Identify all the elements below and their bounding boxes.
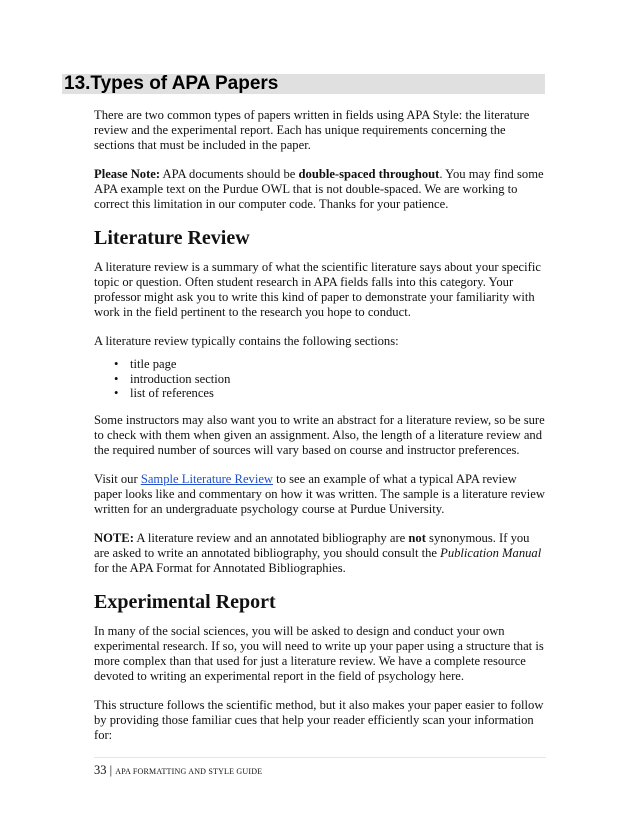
text: A literature review and an annotated bibliography are xyxy=(133,530,409,545)
lit-paragraph: A literature review is a summary of what the scientific literature says about your specific topic or question. Often student research in APA fields falls into this category. Your professor might ask you to write this kind of paper to demonstrate your familiarity with work in the field pertinent to the research you hope to conduct. xyxy=(94,260,541,319)
intro-paragraph: There are two common types of papers written in fields using APA Style: the literature review and the experimental report. Each has unique requirements concerning the sections that must be included in the paper. xyxy=(94,108,530,152)
lit-paragraph: A literature review typically contains the following sections: xyxy=(94,334,399,348)
note-text: APA documents should be xyxy=(160,167,299,181)
lit-paragraph xyxy=(94,472,546,517)
text: to see an example of what a typical APA review paper looks like and commentary on how it was written. The sample is a literature review written for an undergraduate psychology course at Purdue University. xyxy=(94,471,545,516)
text: for the APA Format for Annotated Bibliographies. xyxy=(94,560,346,575)
list-item: • list of references xyxy=(130,386,546,401)
exp-paragraph: This structure follows the scientific method, but it also makes your paper easier to follow by providing those familiar cues that help your reader efficiently scan your information for: xyxy=(94,697,544,742)
text: synonymous. If you are asked to write an annotated bibliography, you should consult the xyxy=(94,530,530,560)
footer-separator: | xyxy=(106,763,116,777)
footer xyxy=(94,763,262,778)
footer-divider xyxy=(94,757,546,758)
text: Visit our xyxy=(94,471,141,486)
note-label: Please Note: xyxy=(94,167,161,181)
bold-text: not xyxy=(408,530,426,545)
page-number: 33 xyxy=(94,763,107,777)
note-paragraph xyxy=(94,167,546,212)
section-title: 13.Types of APA Papers xyxy=(64,73,279,94)
lit-paragraph: Some instructors may also want you to write an abstract for a literature review, so be sure to check with them when given an assignment. Also, the length of a literature review and the required number of sources will vary based on course and instructor preferences. xyxy=(94,412,545,457)
italic-text: Publication Manual xyxy=(440,545,542,560)
note-bold: double-spaced throughout xyxy=(298,167,440,181)
footer-title: APA FORMATTING AND STYLE GUIDE xyxy=(115,767,263,776)
sections-list xyxy=(94,357,546,401)
page-body xyxy=(94,108,546,757)
literature-review-heading: Literature Review xyxy=(94,227,250,249)
list-item: • title page xyxy=(130,357,546,372)
note-text: . You may find some APA example text on the Purdue OWL that is not double-spaced. We are working to correct this limitation in our computer code. Thanks for your patience. xyxy=(94,167,544,211)
note-label: NOTE: xyxy=(94,530,134,545)
list-item: • introduction section xyxy=(130,372,546,387)
experimental-report-heading: Experimental Report xyxy=(94,590,276,613)
sample-literature-review-link[interactable]: Sample Literature Review xyxy=(140,471,274,486)
exp-paragraph: In many of the social sciences, you will be asked to design and conduct your own experimental research. If so, you will need to write up your paper using a structure that is more complex than that used for just a literature review. We have a complete resource devoted to writing an experimental report in the field of psychology here. xyxy=(94,623,544,683)
lit-note-paragraph xyxy=(94,531,546,576)
